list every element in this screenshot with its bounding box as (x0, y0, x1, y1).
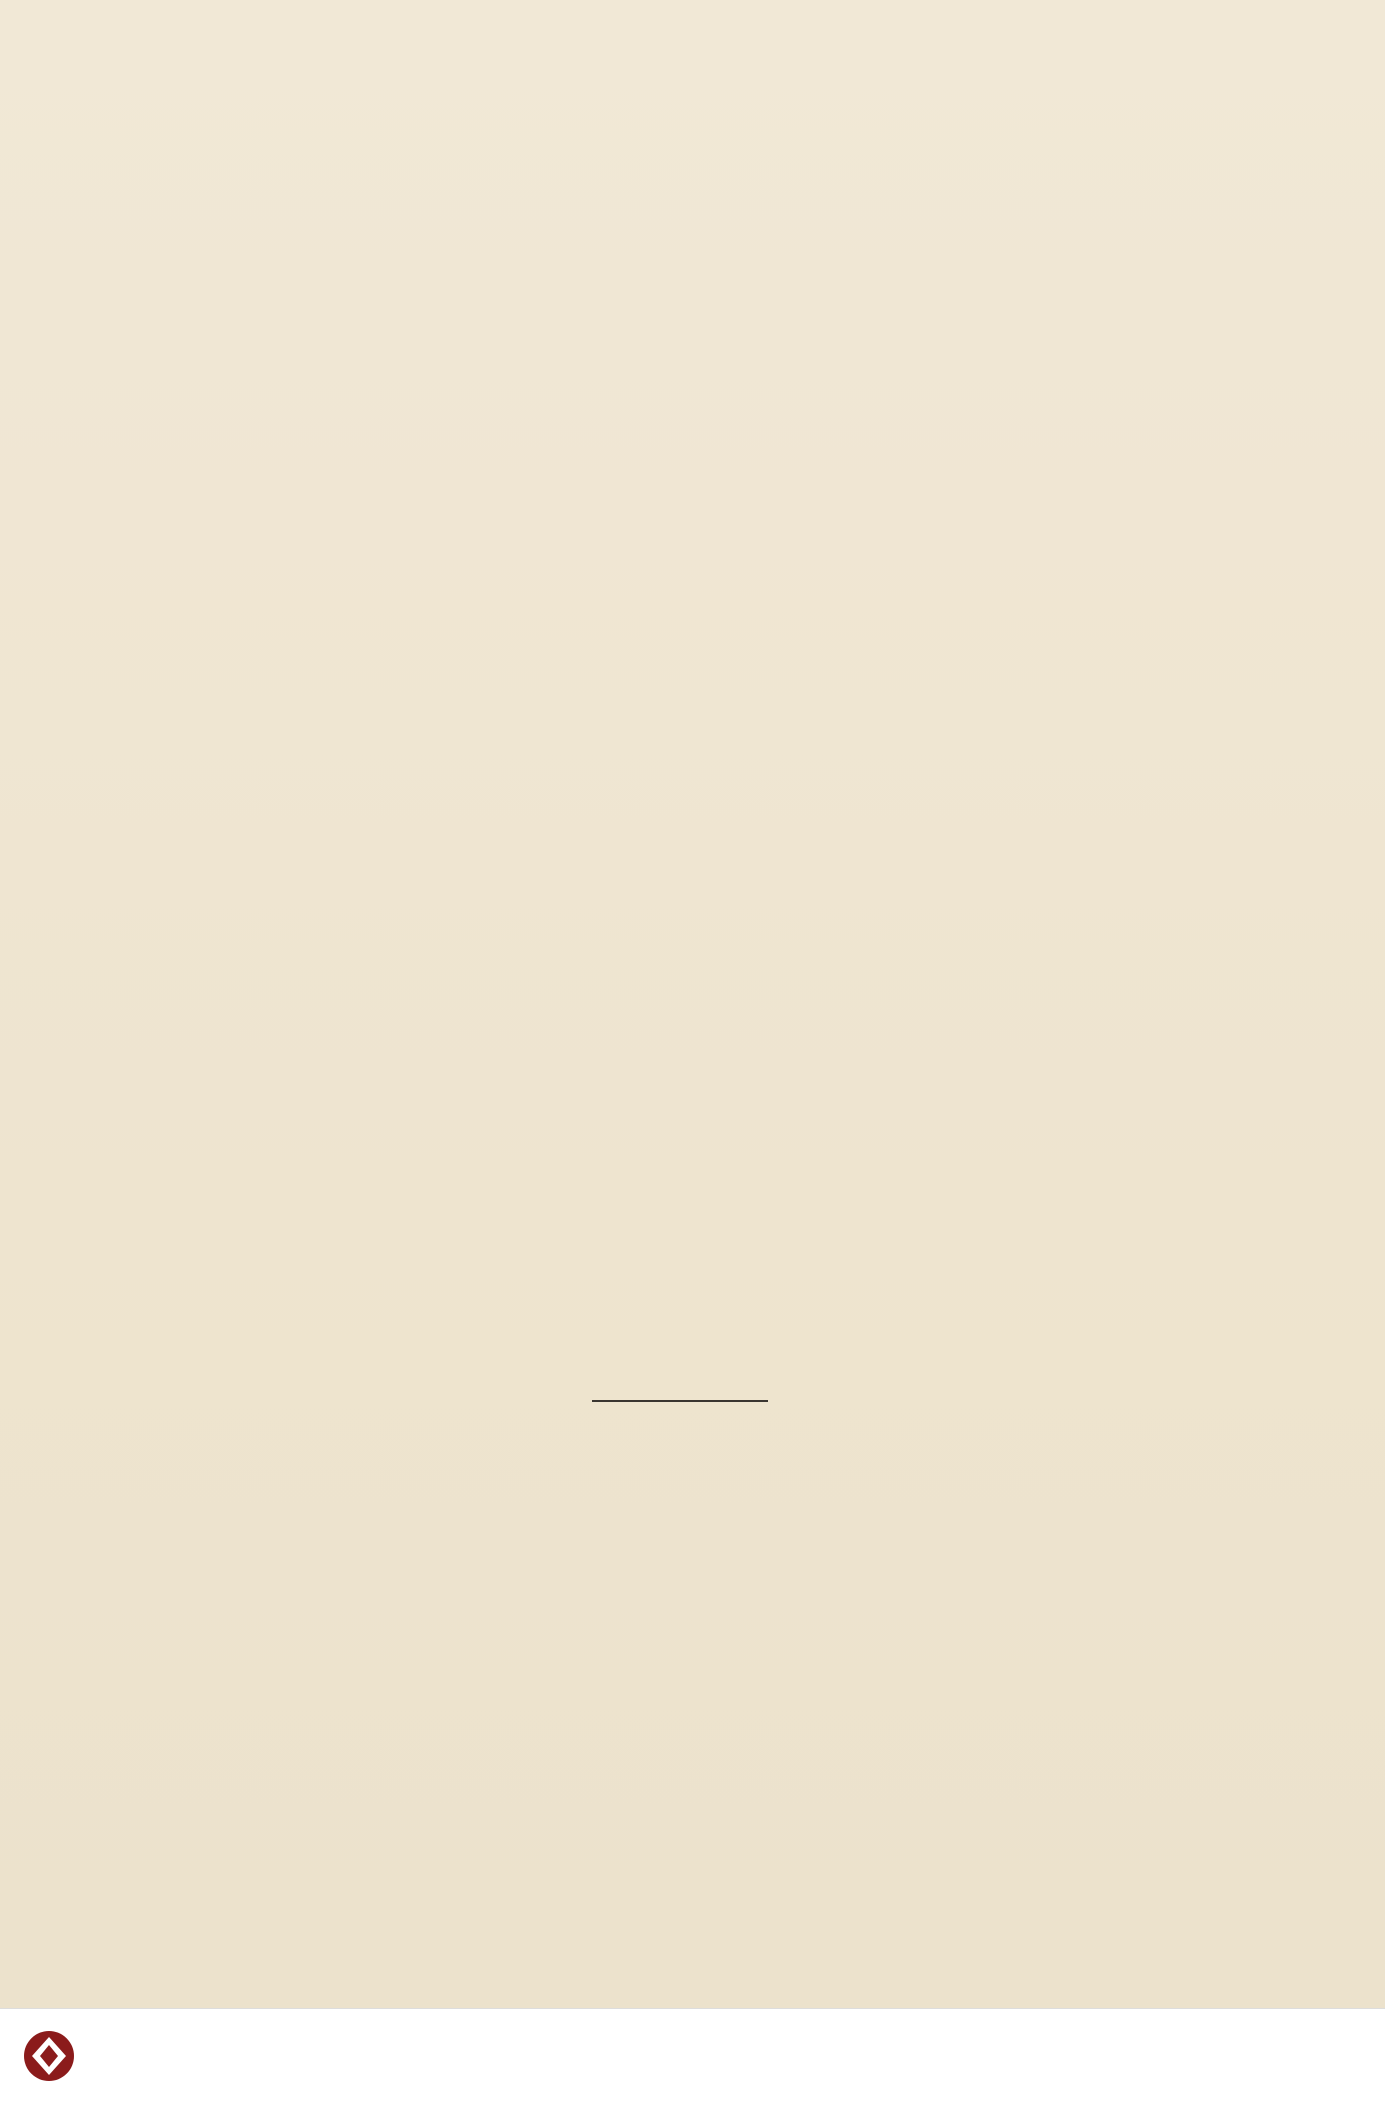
section-divider (592, 1400, 768, 1402)
running-head (0, 118, 1385, 154)
viewer-footer-bar (0, 2008, 1385, 2109)
university-seal-icon (22, 2029, 77, 2084)
